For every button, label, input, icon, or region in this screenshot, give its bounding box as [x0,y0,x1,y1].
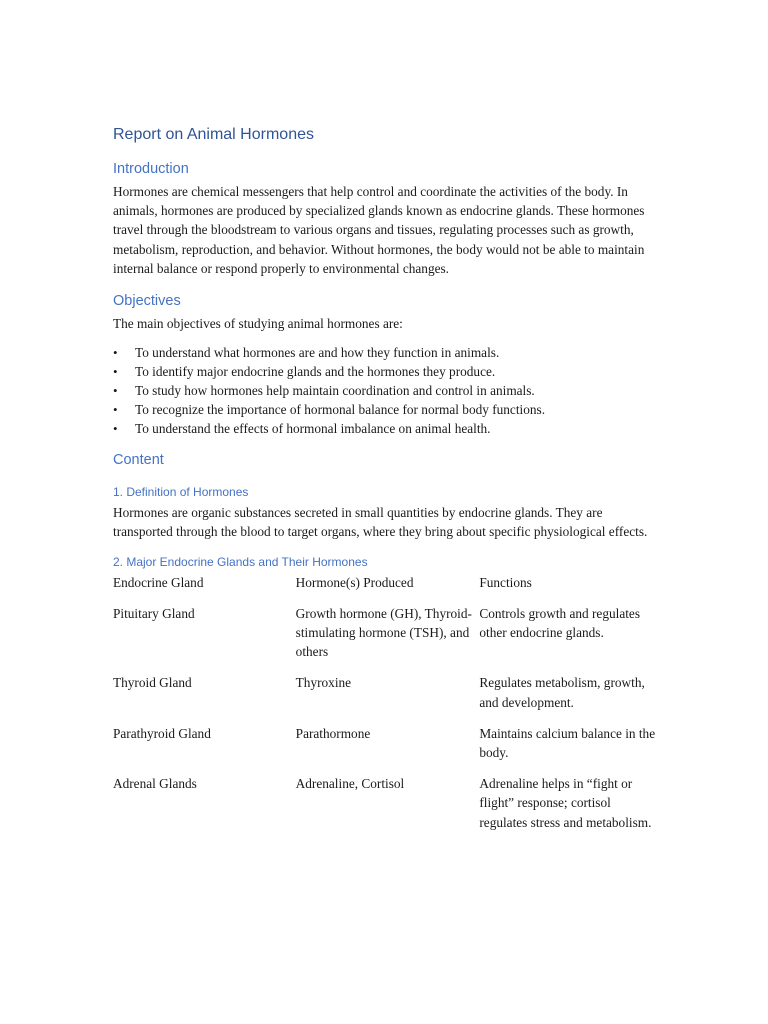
column-header: Functions [479,574,532,590]
objective-item [113,419,658,438]
glands-heading: 2. Major Endocrine Glands and Their Hormones [113,554,368,569]
content-heading: Content [113,452,164,469]
objective-text: To study how hormones help maintain coordination and control in animals. [135,383,535,399]
objective-text: To recognize the importance of hormonal balance for normal body functions. [135,402,546,418]
table-cell: Pituitary Gland [113,605,195,621]
objective-item [113,343,658,362]
objective-text: To understand the effects of hormonal imbalance on animal health. [135,421,491,437]
bullet-icon: • [113,383,118,399]
bullet-icon: • [113,402,118,418]
objective-item [113,381,658,400]
introduction-paragraph: Hormones are chemical messengers that help control and coordinate the activities of the body. In animals, hormones are produced by specialized glands known as endocrine glands. These hormones travel through the bloodstream to various organs and tissues, regulating processes such as growth, metabolism, reproduction, and behavior. Without hormones, the body would not be able to maintain internal balance or respond properly to environmental changes. [113,184,645,276]
bullet-icon: • [113,345,118,361]
table-cell: Thyroid Gland [113,675,192,691]
table-cell: Adrenaline, Cortisol [295,776,405,792]
table-header-row [113,573,658,604]
objectives-intro: The main objectives of studying animal hormones are: [113,316,403,332]
bullet-icon: • [113,364,118,380]
definition-heading: 1. Definition of Hormones [113,485,249,500]
objectives-heading: Objectives [113,293,181,310]
table-cell: Controls growth and regulates other endocrine glands. [479,605,640,641]
document-page [113,124,658,844]
definition-paragraph: Hormones are organic substances secreted in small quantities by endocrine glands. They are transported through the blood to target organs, where they bring about specific physiological effects. [113,505,648,540]
table-cell: Thyroxine [295,675,352,691]
objective-text: To identify major endocrine glands and the hormones they produce. [135,364,496,380]
table-cell: Adrenaline helps in “fight or flight” response; cortisol regulates stress and metabolism. [479,776,652,830]
table-cell: Maintains calcium balance in the body. [479,725,656,761]
table-cell: Adrenal Glands [113,776,197,792]
table-row [113,673,658,723]
objective-item [113,400,658,419]
bullet-icon: • [113,421,118,437]
objectives-list [113,343,658,438]
table-cell: Growth hormone (GH), Thyroid-stimulating hormone (TSH), and others [295,605,472,660]
objective-text: To understand what hormones are and how they function in animals. [135,345,500,361]
table-cell: Regulates metabolism, growth, and development. [479,675,645,710]
table-row [113,774,658,844]
column-header: Endocrine Gland [113,574,204,590]
table-cell: Parathyroid Gland [113,725,211,741]
table-cell: Parathormone [295,725,371,741]
column-header: Hormone(s) Produced [295,574,414,590]
document-title: Report on Animal Hormones [113,126,314,143]
objective-item [113,362,658,381]
table-row [113,724,658,774]
glands-table [113,573,658,844]
table-row [113,604,658,674]
introduction-heading: Introduction [113,161,189,177]
